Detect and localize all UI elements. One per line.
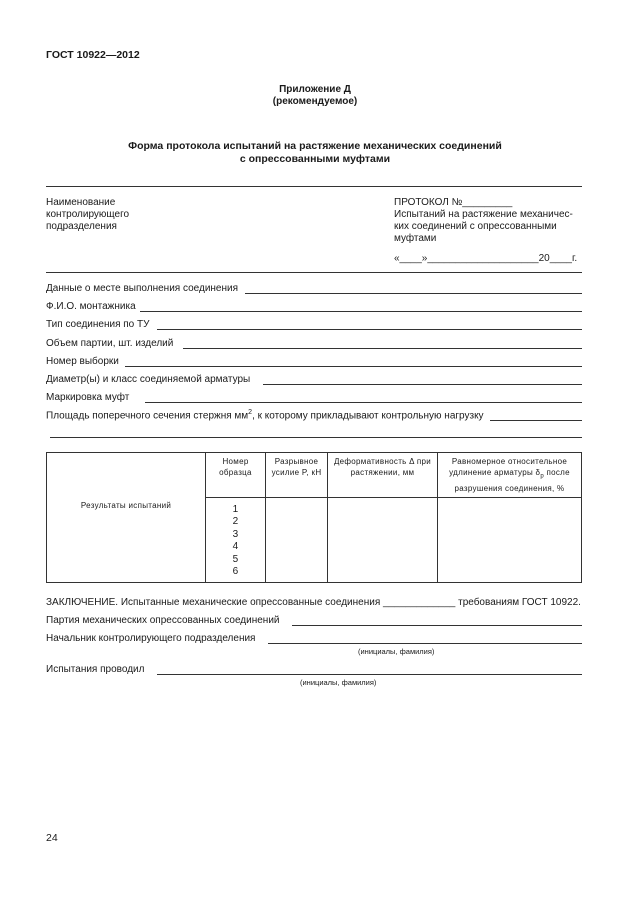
initials-hint-1: (инициалы, фамилия)	[358, 647, 435, 656]
chief-label: Начальник контролирующего подразделения	[46, 633, 256, 644]
form-title-line2: с опрессованными муфтами	[239, 153, 391, 165]
protocol-desc3: муфтами	[394, 233, 437, 244]
sample-number: 4	[232, 541, 239, 553]
tested-label: Испытания проводил	[46, 664, 145, 675]
org-divider	[46, 272, 582, 273]
org-block	[46, 197, 129, 233]
conclusion-end: требованиям ГОСТ 10922.	[458, 597, 581, 608]
tested-line[interactable]	[157, 674, 582, 675]
results-label: Результаты испытаний	[47, 453, 206, 583]
field-batch-size: Объем партии, шт. изделий	[46, 338, 174, 349]
col-elong-header	[438, 453, 582, 498]
sample-numbers-cell	[206, 497, 266, 582]
batch-line[interactable]	[292, 625, 582, 626]
conclusion-text: ЗАКЛЮЧЕНИЕ. Испытанные механические опрессованные соединения	[46, 597, 381, 608]
col-sample-header: Номер образца	[206, 453, 266, 498]
batch-label: Партия механических опрессованных соединений	[46, 615, 280, 626]
field-diameter-line[interactable]	[263, 384, 582, 385]
sample-number: 6	[232, 566, 239, 578]
sample-number: 3	[232, 528, 239, 540]
field-area-after: , к которому прикладывают контрольную нагрузку	[252, 410, 484, 422]
force-values-cell[interactable]	[266, 497, 328, 582]
initials-hint-2: (инициалы, фамилия)	[300, 678, 377, 687]
org-line3: подразделения	[46, 221, 117, 232]
field-type: Тип соединения по ТУ	[46, 319, 150, 330]
field-area-line[interactable]	[490, 420, 582, 421]
org-line1: Наименование	[46, 197, 116, 208]
sample-number: 1	[232, 503, 239, 515]
field-place: Данные о месте выполнения соединения	[46, 283, 239, 294]
field-batch-size-line[interactable]	[183, 348, 582, 349]
col-elong-sub: р	[540, 473, 544, 480]
field-area-sup: 2	[248, 409, 253, 416]
field-installer: Ф.И.О. монтажника	[46, 301, 136, 312]
field-place-line[interactable]	[245, 293, 582, 294]
col-elong-text1: Равномерное относительное удлинение арматуры δ	[449, 457, 568, 477]
protocol-date: «____»____________________20____г.	[394, 253, 578, 264]
field-area-line2[interactable]	[50, 437, 582, 438]
page-number: 24	[46, 832, 58, 844]
conclusion	[46, 597, 581, 608]
col-deform-header: Деформативность Δ при растяжении, мм	[328, 453, 438, 498]
sample-number: 5	[232, 553, 239, 565]
protocol-label: ПРОТОКОЛ №_________	[394, 197, 513, 208]
appendix-title: Приложение Д	[279, 84, 351, 95]
sample-number: 2	[232, 516, 239, 528]
protocol-block	[394, 197, 584, 265]
protocol-desc2: ких соединений с опрессованными	[394, 221, 557, 232]
chief-line[interactable]	[268, 643, 582, 644]
field-installer-line[interactable]	[140, 311, 582, 312]
field-sample-number-line[interactable]	[125, 366, 582, 367]
col-force-header: Разрывное усилие P, кН	[266, 453, 328, 498]
field-sample-number: Номер выборки	[46, 356, 119, 367]
standard-header: ГОСТ 10922—2012	[46, 49, 140, 61]
field-area	[46, 409, 484, 421]
top-divider	[46, 186, 582, 187]
field-marking: Маркировка муфт	[46, 392, 130, 403]
field-marking-line[interactable]	[145, 402, 582, 403]
form-title-line1: Форма протокола испытаний на растяжение механических соединений	[128, 140, 502, 152]
org-line2: контролирующего	[46, 209, 130, 220]
field-area-before: Площадь поперечного сечения стержня мм	[46, 410, 249, 422]
field-diameter: Диаметр(ы) и класс соединяемой арматуры	[46, 374, 251, 385]
protocol-desc1: Испытаний на растяжение механичес-	[394, 209, 573, 220]
appendix-subtitle: (рекомендуемое)	[272, 96, 358, 107]
conclusion-blank[interactable]: _____________	[383, 597, 456, 608]
deform-values-cell[interactable]	[328, 497, 438, 582]
results-table	[46, 452, 582, 583]
field-type-line[interactable]	[157, 329, 582, 330]
elong-values-cell[interactable]	[438, 497, 582, 582]
col-elong-text2: после разрушения соединения, %	[454, 468, 570, 493]
